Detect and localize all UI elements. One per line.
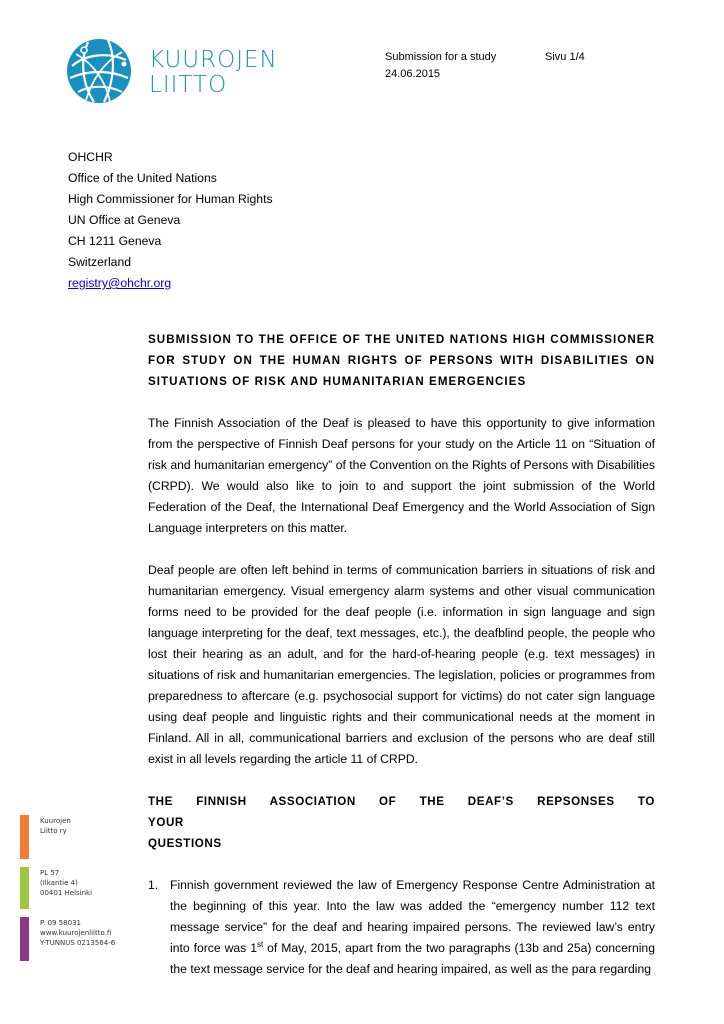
address-line: UN Office at Geneva [68, 213, 181, 227]
footer-line: Y-TUNNUS 0213564-6 [40, 939, 116, 947]
section-heading-line: THE FINNISH ASSOCIATION OF THE DEAF’S REPSONSES TO YOUR [148, 795, 655, 829]
response-list [148, 875, 655, 980]
document-type: Submission for a study [385, 51, 497, 63]
section-heading-line: QUESTIONS [148, 837, 222, 850]
green-accent-bar [20, 867, 29, 909]
document-body [148, 329, 655, 980]
list-item-text-continued: of May, 2015, apart from the two paragraphs (13b and 25a) concerning the text message service for the deaf and hearing impaired, as well as the para regarding [170, 941, 655, 976]
list-item-text: Finnish government reviewed the law of Emergency Response Centre Administration at the beginning of this year. Into the law was added the “emergency number 112 text message service” for the deaf and hearing impaired persons. The reviewed law’s entry into force was 1 [170, 878, 655, 955]
footer-line: P. 09 58031 [40, 919, 81, 927]
footer-line: 00401 Helsinki [40, 889, 93, 897]
address-line: Office of the United Nations [68, 171, 217, 185]
address-line: OHCHR [68, 150, 113, 164]
footer-line: Liitto ry [40, 827, 67, 835]
body-paragraph: Deaf people are often left behind in terms of communication barriers in situations of risk and humanitarian emergency. Visual emergency alarm systems and other visual communication forms need to be provided for the deaf people (i.e. information in sign language and sign language interpreting for the deaf, text messages, etc.), the deafblind people, the people who lost their hearing as an adult, and for the hard-of-hearing people (e.g. text messages) in situations of risk and humanitarian emergencies. The legislation, policies or programmes from preparedness to aftercare (e.g. psychosocial support for victims) do not cater sign language using deaf people and linguistic rights and their communicational needs at the moment in Finland. All in all, communicational barriers and exclusion of the persons who are deaf still exist in all levels regarding the article 11 of CRPD. [148, 563, 655, 766]
orange-accent-bar [20, 815, 29, 859]
globe-logo-icon [64, 36, 134, 106]
document-meta [385, 49, 496, 83]
logo-wordmark [149, 48, 278, 98]
document-title: SUBMISSION TO THE OFFICE OF THE UNITED NATIONS HIGH COMMISSIONER FOR STUDY ON THE HUMAN RIGHTS OF PERSONS WITH DISABILITIES ON SITUATIONS OF RISK AND HUMANITARIAN EMERGENCIES [148, 333, 655, 388]
body-paragraph: The Finnish Association of the Deaf is pleased to have this opportunity to give information from the perspective of Finnish Deaf persons for your study on the Article 11 on “Situation of risk and humanitarian emergency” of the Convention on the Rights of Persons with Disabilities (CRPD). We would also like to join to and support the joint submission of the World Federation of the Deaf, the International Deaf Emergency and the World Association of Sign Language interpreters on this matter. [148, 416, 655, 535]
footer-line: PL 57 [40, 869, 60, 877]
list-item [148, 875, 655, 980]
footer-line: www.kuurojenliitto.fi [40, 929, 112, 937]
list-item-number: 1. [148, 878, 159, 892]
address-line: High Commissioner for Human Rights [68, 192, 273, 206]
logo-line-1: KUUROJEN [149, 47, 278, 73]
section-heading [148, 791, 655, 854]
email-link[interactable]: registry@ohchr.org [68, 276, 172, 290]
address-line: Switzerland [68, 255, 131, 269]
superscript: st [256, 939, 264, 949]
organization-logo [64, 36, 278, 108]
purple-accent-bar [20, 917, 29, 961]
footer-line: Kuurojen [40, 817, 71, 825]
document-date: 24.06.2015 [385, 68, 441, 80]
address-line: CH 1211 Geneva [68, 234, 162, 248]
page-number: Sivu 1/4 [545, 51, 585, 63]
logo-line-2: LIITTO [149, 72, 228, 98]
footer-line: (Ilkantie 4) [40, 879, 78, 887]
recipient-address [68, 147, 273, 294]
